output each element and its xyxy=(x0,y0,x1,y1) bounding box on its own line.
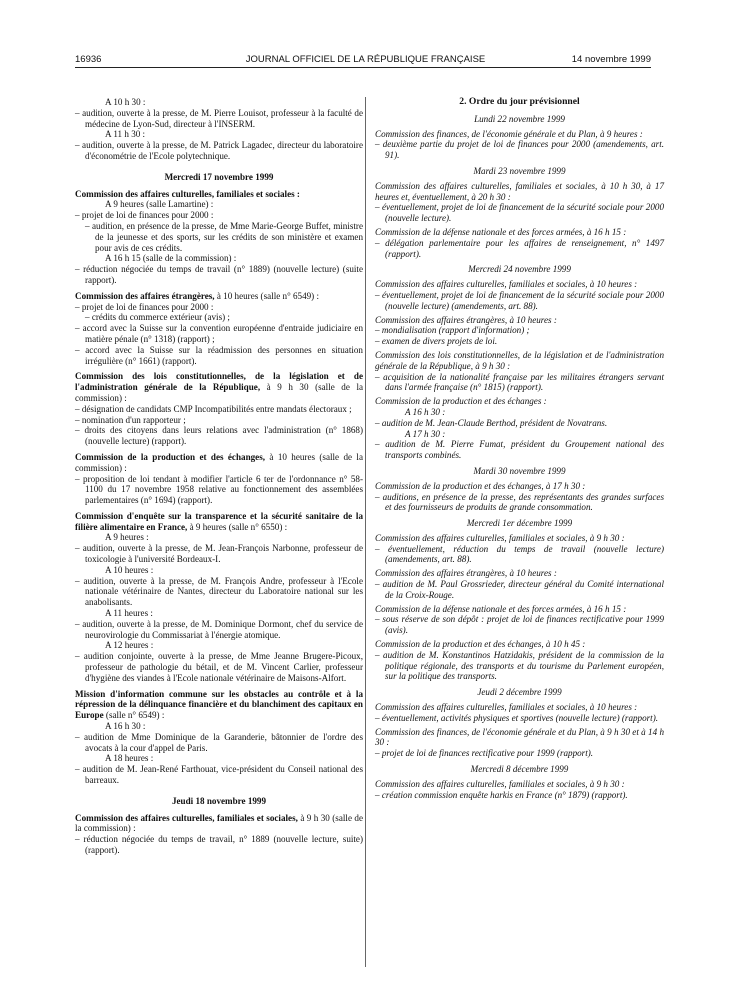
agenda-subitem: – crédits du commerce extérieur (avis) ; xyxy=(75,312,363,323)
session-time: A 18 heures : xyxy=(105,753,154,764)
committee-title: Commission des lois constitutionnelles, de la législation et de l'administration générale de la République, à 9 h 30 : xyxy=(375,349,664,371)
page-number: 16936 xyxy=(75,54,102,65)
date-heading: Lundi 22 novembre 1999 xyxy=(474,113,565,124)
agenda-item: – projet de loi de finances pour 2000 : xyxy=(75,210,363,221)
agenda-item: – éventuellement, réduction du temps de travail (nouvelle lecture) (amendements, art. 88). xyxy=(375,544,664,566)
agenda-item: – audition de M. Konstantinos Hatzidakis, président de la commission de la politique régionale, des transports et du tourisme du Parlement européen, sur la politique des transports. xyxy=(375,650,664,682)
date-heading: Mercredi 17 novembre 1999 xyxy=(164,171,274,182)
date-heading: Mardi 23 novembre 1999 xyxy=(473,165,566,176)
agenda-item: – audition, ouverte à la presse, de M. Jean-François Narbonne, professeur de toxicologie à l'université Bordeaux-I. xyxy=(75,543,363,565)
agenda-item: – accord avec la Suisse sur la réadmission des personnes en situation irrégulière (n° 1661) (rapport). xyxy=(75,345,363,367)
agenda-item: – droits des citoyens dans leurs relations avec l'administration (n° 1868) (nouvelle lecture) (rapport). xyxy=(75,425,363,447)
session-time: A 17 h 30 : xyxy=(405,428,446,439)
committee-title: Commission des affaires culturelles, familiales et sociales : xyxy=(75,188,300,199)
agenda-item: – éventuellement, projet de loi de financement de la sécurité sociale pour 2000 (nouvelle lecture) (amendements, art. 88). xyxy=(375,290,664,312)
agenda-item: – accord avec la Suisse sur la convention européenne d'entraide judiciaire en matière pénale (n° 1318) (rapport) ; xyxy=(75,323,363,345)
agenda-item: – éventuellement, activités physiques et sportives (nouvelle lecture) (rapport). xyxy=(375,713,664,724)
committee-title: Commission des finances, de l'économie générale et du Plan, à 9 h 30 et à 14 h 30 : xyxy=(375,726,664,748)
committee-title: Commission des affaires étrangères, à 10 heures (salle n° 6549) : xyxy=(75,290,319,301)
agenda-item: – audition, ouverte à la presse, de M. Pierre Louisot, professeur à la faculté de médecine de Lyon-Sud, directeur à l'INSERM. xyxy=(75,108,363,130)
agenda-item: – réduction négociée du temps de travail (n° 1889) (nouvelle lecture) (suite rapport). xyxy=(75,264,363,286)
committee-title: Commission des affaires étrangères, à 10 heures : xyxy=(375,568,557,579)
left-column xyxy=(75,97,363,856)
committee-title: Commission de la défense nationale et des forces armées, à 16 h 15 : xyxy=(375,226,627,237)
date-heading: Jeudi 2 décembre 1999 xyxy=(477,687,562,698)
agenda-item: – projet de loi de finances pour 2000 : xyxy=(75,302,363,313)
issue-date: 14 novembre 1999 xyxy=(571,54,651,65)
date-heading: Mercredi 1er décembre 1999 xyxy=(466,518,573,529)
session-time: A 16 h 30 : xyxy=(105,721,146,732)
agenda-item: – auditions, en présence de la presse, des représentants des grandes surfaces et des fournisseurs de produits de grande consommation. xyxy=(375,492,664,514)
agenda-subitem: – audition, en présence de la presse, de Mme Marie-George Buffet, ministre de la jeunesse et des sports, sur les crédits de son ministère et examen pour avis de ces crédits. xyxy=(75,221,363,253)
right-column xyxy=(375,97,664,800)
committee-title: Commission des affaires culturelles, familiales et sociales, à 9 h 30 (salle de la commission) : xyxy=(75,812,363,834)
date-heading: Jeudi 18 novembre 1999 xyxy=(171,795,267,806)
agenda-item: – création commission enquête harkis en France (n° 1879) (rapport). xyxy=(375,790,664,801)
agenda-item: – audition, ouverte à la presse, de M. Dominique Dormont, chef du service de neurovirologie du Commissariat à l'énergie atomique. xyxy=(75,619,363,641)
section-title: 2. Ordre du jour prévisionnel xyxy=(459,96,580,107)
agenda-item: – audition conjointe, ouverte à la presse, de Mme Jeanne Brugere-Picoux, professeur de pathologie du bétail, et de M. Vincent Carlier, professeur d'hygiène des viandes à l'Ecole nationale vétérinaire de Maisons-Alfort. xyxy=(75,651,363,683)
committee-title: Commission des affaires culturelles, familiales et sociales, à 9 h 30 : xyxy=(375,778,625,789)
agenda-item: – réduction négociée du temps de travail, n° 1889 (nouvelle lecture, suite) (rapport). xyxy=(75,834,363,856)
committee-title: Commission des affaires culturelles, familiales et sociales, à 9 h 30 : xyxy=(375,532,625,543)
agenda-item: – audition de M. Jean-René Farthouat, vice-président du Conseil national des barreaux. xyxy=(75,764,363,786)
session-time: A 10 h 30 : xyxy=(105,97,146,107)
session-time: A 11 heures : xyxy=(105,608,153,619)
agenda-item: – éventuellement, projet de loi de financement de la sécurité sociale pour 2000 (nouvelle lecture). xyxy=(375,202,664,224)
agenda-item: – audition, ouverte à la presse, de M. Patrick Lagadec, directeur du laboratoire d'économétrie de l'Ecole polytechnique. xyxy=(75,140,363,162)
session-time: A 10 heures : xyxy=(105,564,154,575)
agenda-item: – deuxième partie du projet de loi de finances pour 2000 (amendements, art. 91). xyxy=(375,139,664,161)
agenda-item: – examen de divers projets de loi. xyxy=(375,336,664,347)
date-heading: Mercredi 8 décembre 1999 xyxy=(470,764,569,775)
committee-title: Commission des affaires culturelles, familiales et sociales, à 10 heures : xyxy=(375,702,638,713)
session-time: A 9 heures : xyxy=(105,532,149,543)
committee-title: Commission des finances, de l'économie générale et du Plan, à 9 heures : xyxy=(375,128,643,139)
date-heading: Mercredi 24 novembre 1999 xyxy=(468,264,571,275)
committee-title: Commission des affaires étrangères, à 10 heures : xyxy=(375,314,557,325)
agenda-item: – audition de M. Pierre Fumat, président du Groupement national des transports combinés. xyxy=(375,439,664,461)
committee-title: Commission de la défense nationale et des forces armées, à 16 h 15 : xyxy=(375,603,627,614)
committee-title: Commission de la production et des échanges, à 10 h 45 : xyxy=(375,639,586,650)
agenda-item: – proposition de loi tendant à modifier l'article 6 ter de l'ordonnance n° 58-1100 du 17 novembre 1958 relative au fonctionnement des assemblées parlementaires (n° 1694) (rapport). xyxy=(75,474,363,506)
session-time: A 9 heures (salle Lamartine) : xyxy=(105,199,214,210)
agenda-item: – audition de Mme Dominique de la Garanderie, bâtonnier de l'ordre des avocats à la cour d'appel de Paris. xyxy=(75,732,363,754)
session-time: A 12 heures : xyxy=(105,640,154,651)
committee-title: Commission de la production et des échanges, à 10 heures (salle de la commission) : xyxy=(75,451,363,473)
date-heading: Mardi 30 novembre 1999 xyxy=(473,465,566,476)
agenda-item: – audition de M. Paul Grossrieder, directeur général du Comité international de la Croix-Rouge. xyxy=(375,579,664,601)
agenda-item: – projet de loi de finances rectificative pour 1999 (rapport). xyxy=(375,748,664,759)
committee-title: Mission d'information commune sur les obstacles au contrôle et à la répression de la délinquance financière et du blanchiment des capitaux en Europe (salle n° 6549) : xyxy=(75,688,363,721)
header-rule xyxy=(75,67,651,68)
agenda-item: – audition de M. Jean-Claude Berthod, président de Novatrans. xyxy=(375,418,664,429)
agenda-item: – sous réserve de son dépôt : projet de loi de finances rectificative pour 1999 (avis). xyxy=(375,614,664,636)
agenda-item: – mondialisation (rapport d'information) ; xyxy=(375,325,664,336)
session-time: A 16 h 15 (salle de la commission) : xyxy=(105,253,237,264)
agenda-item: – acquisition de la nationalité française par les militaires étrangers servant dans l'armée française (n° 1815) (rapport). xyxy=(375,372,664,394)
committee-title: Commission des lois constitutionnelles, de la législation et de l'administration générale de la République, à 9 h 30 (salle de la commission) : xyxy=(75,371,364,403)
agenda-item: – audition, ouverte à la presse, de M. François Andre, professeur à l'Ecole nationale vétérinaire de Nantes, directeur du Laboratoire national sur les anabolisants. xyxy=(75,576,363,608)
agenda-item: – nomination d'un rapporteur ; xyxy=(75,415,363,426)
committee-title: Commission de la production et des échanges : xyxy=(375,396,547,407)
column-divider xyxy=(365,97,366,967)
session-time: A 16 h 30 : xyxy=(405,406,446,417)
session-time: A 11 h 30 : xyxy=(105,129,146,140)
committee-title: Commission des affaires culturelles, familiales et sociales, à 10 heures : xyxy=(375,279,638,290)
committee-title: Commission d'enquête sur la transparence et la sécurité sanitaire de la filière alimentaire en France, à 9 heures (salle n° 6550) : xyxy=(75,510,363,532)
agenda-item: – désignation de candidats CMP Incompatibilités entre mandats électoraux ; xyxy=(75,404,363,415)
agenda-item: – délégation parlementaire pour les affaires de renseignement, n° 1497 (rapport). xyxy=(375,238,664,260)
committee-title: Commission de la production et des échanges, à 17 h 30 : xyxy=(375,480,586,491)
journal-title: JOURNAL OFFICIEL DE LA RÉPUBLIQUE FRANÇAISE xyxy=(245,54,486,65)
committee-title: Commission des affaires culturelles, familiales et sociales, à 10 h 30, à 17 heures et, éventuellement, à 20 h 30 : xyxy=(375,180,664,202)
page-header xyxy=(0,0,731,76)
